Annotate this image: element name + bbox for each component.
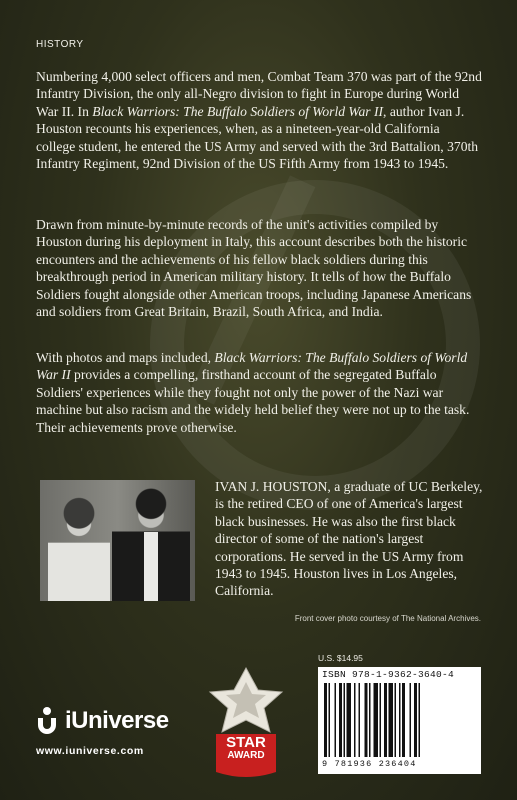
paragraph-3-text-a: With photos and maps included, [36,350,215,365]
category-label: HISTORY [36,39,84,50]
publisher-url: www.iuniverse.com [36,745,144,757]
award-line-2: AWARD [227,750,265,761]
author-photo [40,480,195,601]
publisher-name: iUniverse [65,707,169,734]
paragraph-3-text-b: provides a compelling, firsthand account of the segregated Buffalo Soldiers' experiences while they fought not only the power of the Nazi war machine but also racism and the widely held belief they were not up to the task. Their achievements prove otherwise. [36,367,470,435]
award-label [216,736,276,762]
photo-credit: Front cover photo courtesy of The National Archives. [294,614,481,623]
isbn-number: ISBN 978-1-9362-3640-4 [322,669,455,680]
isbn-barcode [318,667,481,774]
book-title: Black Warriors: The Buffalo Soldiers of World War II [92,103,384,119]
barcode-bars [324,683,475,757]
paragraph-1-text-a: Numbering 4,000 select officers and men, Combat Team 370 was part of the 92nd Infantry Division, the only all-Negro division to fight in Europe during World War II. In [36,69,482,119]
author-bio: IVAN J. HOUSTON, a graduate of UC Berkeley, is the retired CEO of one of America's largest black businesses. He was also the first black director of some of the nation's largest corporations. He served in the US Army from 1943 to 1945. Houston lives in Los Angeles, California. [215,479,483,599]
price-label: U.S. $14.95 [318,653,363,663]
photo-woman-figure [48,494,110,601]
book-title: Black Warriors: The Buffalo Soldiers of World War II [36,350,468,383]
award-line-1: STAR [226,734,266,751]
description-paragraph-1 [36,68,482,172]
iuniverse-logo-icon [33,706,61,736]
barcode-digits: 9 781936 236404 [322,759,417,769]
publisher-logo [33,706,169,736]
description-paragraph-3 [36,349,482,436]
description-paragraph-2: Drawn from minute-by-minute records of the unit's activities compiled by Houston during his deployment in Italy, this account describes both the historic encounters and the achievements of his fellow black soldiers during this breakthrough period in American military history. It tells of how the Buffalo Soldiers fought alongside other American troops, including Japanese Americans and soldiers from Great Britain, Brazil, South Africa, and India. [36,217,472,320]
paragraph-1-text-b: , author Ivan J. Houston recounts his experiences, when, as a nineteen-year-old California college student, he entered the US Army and served with the 3rd Battalion, 370th Infantry Regiment, 92nd Division of the US Fifth Army from 1943 to 1945. [36,103,479,172]
